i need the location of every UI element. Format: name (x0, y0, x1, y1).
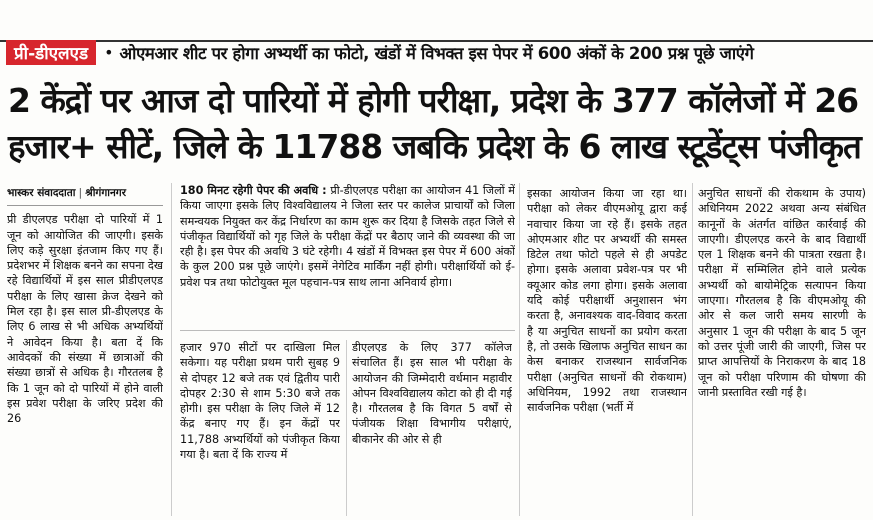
column-3-text: डीएलएड के लिए 377 कॉलेज संचालित हैं। इस साल भी परीक्षा के आयोजन की जिम्मेदारी वर्धमान महावीर ओपन विश्वविद्यालय कोटा को ही दी गई है। गौरतलब है कि विगत 5 वर्षों से पंजीयक शिक्षा विभागीय परीक्षाएं, बीकानेर की ओर से ही (352, 341, 512, 446)
byline-separator: | (78, 187, 83, 199)
column-divider (519, 183, 520, 516)
column-2-text: हजार 970 सीटों पर दाखिला मिल सकेगा। यह परीक्षा प्रथम पारी सुबह 9 से दोपहर 12 बजे तक एवं द्वितीय पारी दोपहर 2:30 से शाम 5:30 बजे तक होगी। इस परीक्षा के लिए जिले में 12 केंद्र बनाए गए हैं। इन केंद्रों पर 11,788 अभ्यर्थियों को पंजीकृत किया गया है। बता दें कि राज्य में (180, 341, 340, 462)
column-5-text: अनुचित साधनों की रोकथाम के उपाय) अधिनियम 2022 अथवा अन्य संबंधित कानूनों के अंतर्गत वांछित कार्रवाई की जाएगी। डीएलएड करने के बाद विद्यार्थी एल 1 शिक्षक बनने की पात्रता रखता है। परीक्षा में सम्मिलित होने वाले प्रत्येक अभ्यर्थी को बायोमेट्रिक सत्यापन किया जाएगा। गौरतलब है कि वीएमओयू की ओर से कल जारी समय सारणी के अनुसार 1 जून की परीक्षा के बाद 5 जून को उत्तर पूंजी जारी की जाएगी, जिस पर प्राप्त आपत्तियों के निराकरण के बाद 18 जून को परीक्षा परिणाम की घोषणा की जानी प्रस्तावित रखी गई है। (698, 187, 866, 399)
headline-line-1: 2 केंद्रों पर आज दो पारियों में होगी परीक्षा, प्रदेश के 377 कॉलेजों में 26 (8, 81, 859, 120)
box-divider (180, 330, 515, 331)
headline-line-2: हजार+ सीटें, जिले के 11788 जबकि प्रदेश के 6 लाख स्टूडेंट्स पंजीकृत (8, 127, 861, 166)
byline-place: श्रीगंगानगर (85, 187, 127, 199)
column-1 (7, 186, 163, 516)
kicker-bullet: • (104, 42, 114, 62)
kicker-tag: प्री-डीएलएड (6, 40, 96, 65)
exam-duration-box (180, 183, 515, 323)
column-5 (698, 186, 866, 516)
kicker (6, 38, 754, 66)
kicker-text: ओएमआर शीट पर होगा अभ्यर्थी का फोटो, खंडों में विभक्त इस पेपर में 600 अंकों के 200 प्रश्न पूछे जाएंगे (119, 43, 754, 63)
column-4 (527, 186, 687, 516)
byline (7, 186, 163, 206)
headline (8, 78, 868, 170)
exam-duration-lead: 180 मिनट रहेगी पेपर की अवधि : (180, 184, 327, 197)
column-4-text: इसका आयोजन किया जा रहा था। परीक्षा को लेकर वीएमओयू द्वारा कई नवाचार किया जा रहे हैं। इसके तहत ओएमआर शीट पर अभ्यर्थी की समस्त डिटेल तथा फोटो पहले से ही अपडेट होगा। इसके अलावा प्रवेश-पत्र पर भी क्यूआर कोड लगा होगा। इसके अलावा यदि कोई परीक्षार्थी अनुशासन भंग करता है, अनावश्यक वाद-विवाद करता है या अनुचित साधनों का प्रयोग करता है, तो उसके खिलाफ अनुचित साधन का केस बनाकर राजस्थान सार्वजनिक परीक्षा (अनुचित साधनों की रोकथाम) अधिनियम, 1992 तथा राजस्थान सार्वजनिक परीक्षा (भर्ती में (527, 187, 687, 415)
column-3 (352, 340, 512, 516)
exam-duration-text (180, 183, 515, 290)
byline-agency: भास्कर संवाददाता (7, 187, 76, 199)
column-divider (171, 183, 172, 516)
column-divider (346, 340, 347, 516)
exam-duration-body: प्री-डीएलएड परीक्षा का आयोजन 41 जिलों में किया जाएगा इसके लिए विश्वविद्यालय ने जिला स्तर पर कालेज प्राचार्यों को जिला समन्वयक नियुक्त कर केंद्र निर्धारण का काम शुरू कर दिया है जिसके तहत जिले से पंजीकृत विद्यार्थियों को गृह जिले के परीक्षा केंद्रों पर बैठाए जाने की व्यवस्था की जा रही है। इस पेपर की अवधि 3 घंटे रहेगी। 4 खंडों में विभक्त इस पेपर में 600 अंकों के कुल 200 प्रश्न पूछे जाएंगे। इसमें नेगेटिव मार्किंग नहीं होगी। परीक्षार्थियों को ई-प्रवेश पत्र तथा फोटोयुक्त मूल पहचान-पत्र साथ लाना अनिवार्य होगा। (180, 184, 515, 289)
column-divider (692, 183, 693, 516)
column-2 (180, 340, 340, 516)
column-1-text: प्री डीएलएड परीक्षा दो पारियों में 1 जून को आयोजित की जाएगी। इसके लिए कड़े सुरक्षा इंतजाम किए गए हैं। प्रदेशभर में शिक्षक बनने का सपना देख रहे विद्यार्थियों में इस साल प्रीडीएलएड परीक्षा के लिए खासा क्रेज देखने को मिल रहा है। इस साल प्री-डीएलएड के लिए 6 लाख से भी अधिक अभ्यर्थियों ने आवेदन किया है। बता दें कि आवेदकों की संख्या में छात्राओं की संख्या छात्रों से अधिक है। गौरतलब है कि 1 जून को दो पारियों में होने वाली इस प्रवेश परीक्षा के जरिए प्रदेश की 26 (7, 213, 163, 426)
